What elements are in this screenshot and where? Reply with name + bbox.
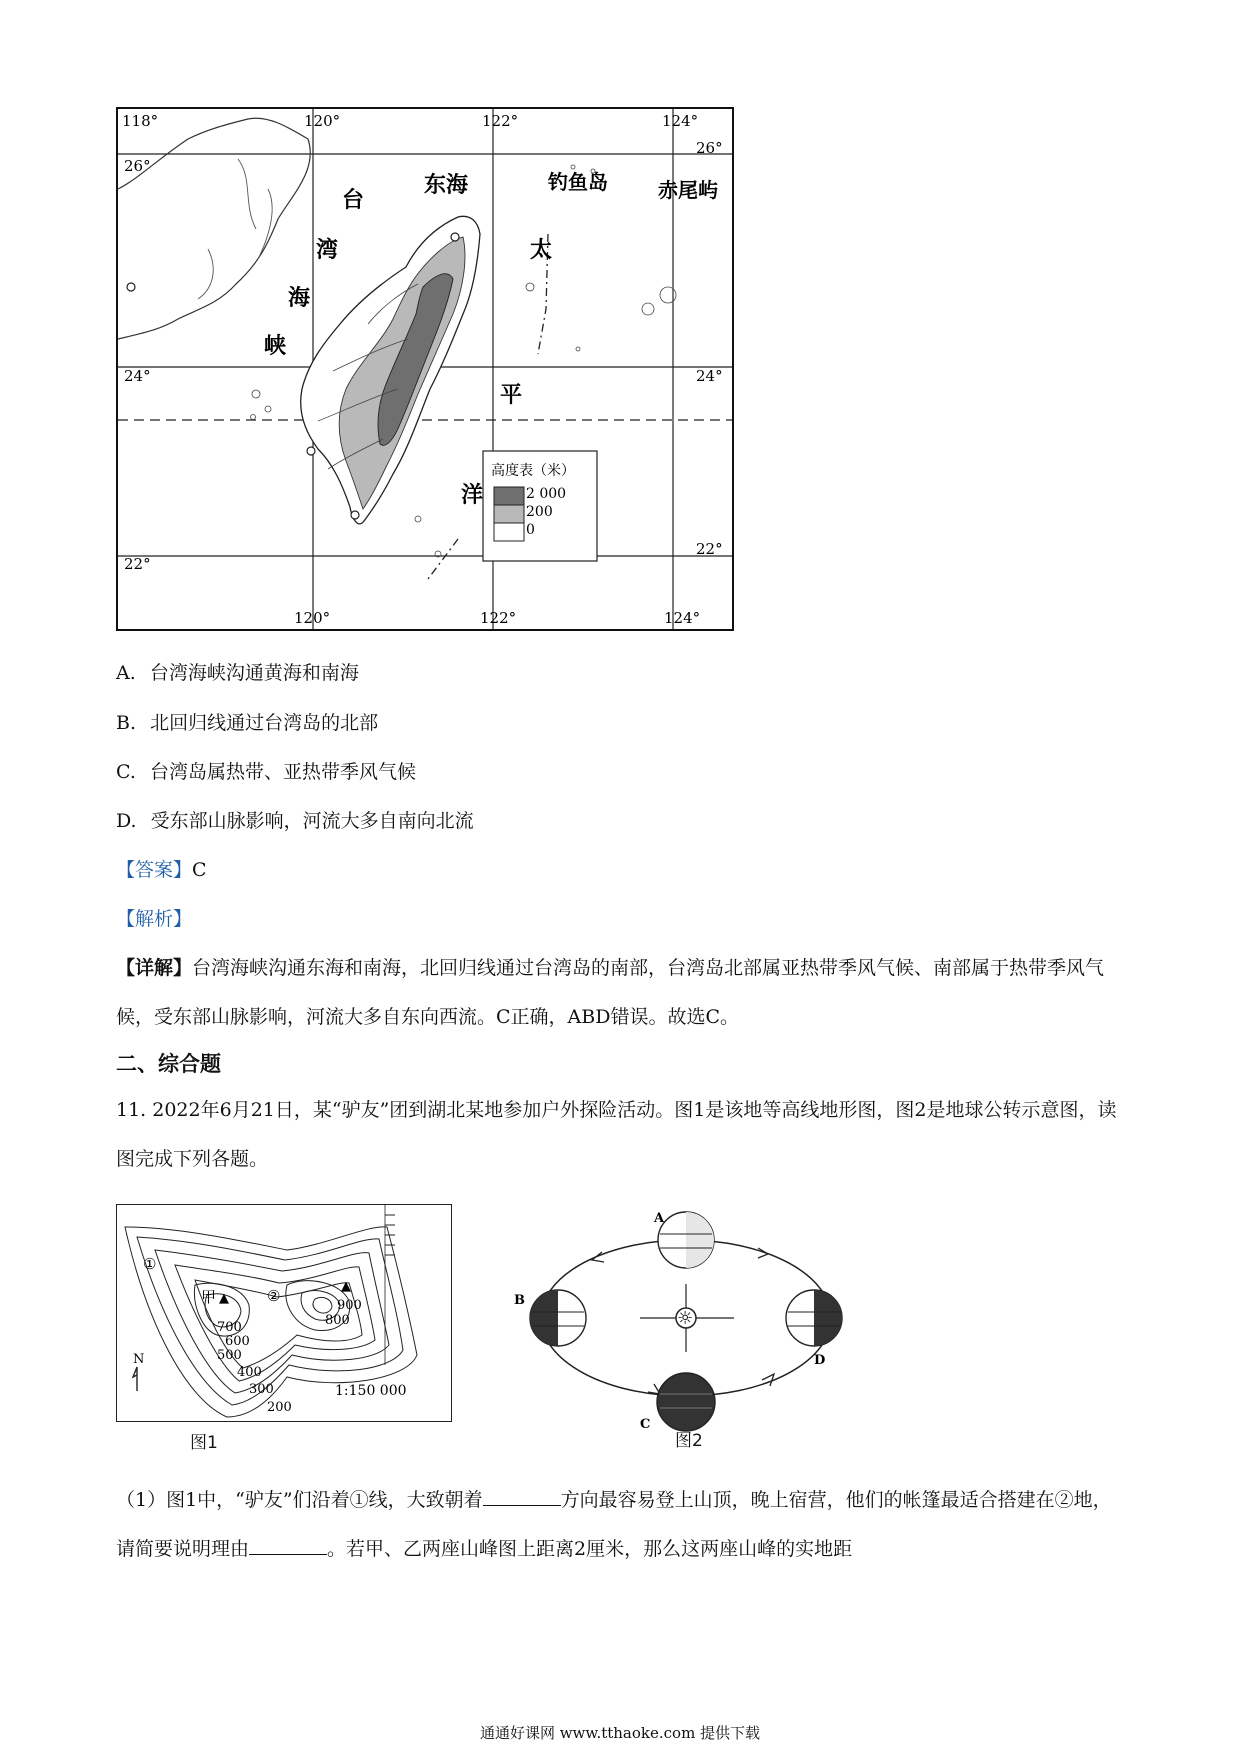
label-diaoyu: 钓鱼岛	[548, 170, 608, 194]
section-title: 二、综合题	[116, 1052, 221, 1076]
legend-level-200: 200	[526, 504, 553, 520]
legend-title: 高度表（米）	[491, 463, 575, 479]
analysis-line	[116, 907, 192, 931]
sub-question-1-part3: 。若甲、乙两座山峰图上距离2厘米，那么这两座山峰的实地距	[327, 1538, 853, 1560]
peak-jia-label: 甲	[201, 1288, 217, 1306]
detail-label: 【详解】	[116, 957, 193, 979]
taiwan-map	[116, 107, 734, 631]
orbit-svg	[514, 1204, 860, 1436]
lat-label-26-right: 26°	[696, 139, 723, 157]
strait-char-1: 台	[342, 187, 365, 213]
lon-label-122-top: 122°	[482, 112, 519, 130]
figure-2-caption: 图2	[675, 1431, 703, 1451]
sub-question-1-part2: 方向最容易登上山顶，晚上宿营，他们的帐篷最适合搭建在②地，请简要说明理由	[116, 1489, 1112, 1560]
strait-char-3: 海	[288, 285, 311, 311]
position-b-label: B	[514, 1293, 525, 1308]
contour-label-300: 300	[249, 1382, 274, 1397]
strait-char-2: 湾	[316, 237, 339, 263]
mainland-rivers	[198, 159, 272, 299]
contour-label-400: 400	[237, 1365, 262, 1380]
option-b	[116, 711, 378, 735]
answer-value: C	[192, 859, 207, 881]
north-arrow-icon	[133, 1367, 137, 1391]
strait-char-4: 峡	[264, 333, 287, 359]
lat-label-24-right: 24°	[696, 367, 723, 385]
sub-question-1-part1: （1）图1中，“驴友”们沿着①线，大致朝着	[116, 1489, 483, 1511]
sun-symbol: ☼	[677, 1308, 694, 1329]
option-d-letter: D.	[116, 810, 137, 832]
legend-swatch-mid	[494, 505, 524, 523]
pacific-char-1: 太	[530, 237, 553, 263]
peak-yi-icon: ▲	[341, 1279, 351, 1294]
legend-level-2000: 2 000	[526, 486, 567, 502]
peak-jia-icon: ▲	[219, 1291, 229, 1306]
analysis-label: 【解析】	[116, 908, 193, 930]
lat-label-24-left: 24°	[124, 367, 151, 385]
label-east-sea: 东海	[424, 172, 469, 198]
option-a-text: 台湾海峡沟通黄海和南海	[149, 662, 359, 684]
option-c-text: 台湾岛属热带、亚热带季风气候	[149, 761, 416, 783]
detail-text: 台湾海峡沟通东海和南海，北回归线通过台湾岛的南部，台湾岛北部属亚热带季风气候、南部属于热带季风气候，受东部山脉影响，河流大多自东向西流。C正确，ABD错误。故选C。	[116, 957, 1105, 1028]
lat-label-22-left: 22°	[124, 555, 151, 573]
option-a	[116, 661, 359, 685]
earth-a	[658, 1212, 714, 1268]
cliff-hatching	[385, 1215, 395, 1255]
earth-b	[530, 1290, 586, 1346]
lon-label-122-bottom: 122°	[480, 609, 517, 627]
legend-swatch-low	[494, 523, 524, 541]
answer-blank-1[interactable]	[483, 1487, 561, 1506]
option-c	[116, 760, 416, 784]
lat-label-26-left: 26°	[124, 157, 151, 175]
sub-question-1	[116, 1476, 1126, 1574]
figure-1-caption: 图1	[190, 1433, 218, 1453]
earth-d	[786, 1290, 842, 1346]
option-b-text: 北回归线通过台湾岛的北部	[150, 712, 379, 734]
marker-2: ②	[267, 1287, 281, 1305]
contour-label-600: 600	[225, 1334, 250, 1349]
lon-label-124-bottom: 124°	[664, 609, 701, 627]
label-chiwei: 赤尾屿	[658, 178, 718, 202]
lat-label-22-right: 22°	[696, 540, 723, 558]
answer-label: 【答案】	[116, 859, 193, 881]
answer-blank-2[interactable]	[249, 1536, 327, 1555]
footer-watermark: 通通好课网 www.tthaoke.com 提供下载	[479, 1724, 761, 1742]
answer-line	[116, 858, 207, 882]
option-c-letter: C.	[116, 761, 136, 783]
mainland-coast	[118, 118, 310, 339]
question-11-text: 11. 2022年6月21日，某“驴友”团到湖北某地参加户外探险活动。图1是该地等高线地形图，图2是地球公转示意图，读图完成下列各题。	[116, 1099, 1117, 1170]
position-c-label: C	[640, 1417, 651, 1432]
contour-label-800: 800	[325, 1313, 350, 1328]
marker-1: ①	[143, 1255, 157, 1273]
option-b-letter: B.	[116, 712, 137, 734]
lon-label-124-top: 124°	[662, 112, 699, 130]
scale-label: 1:150 000	[335, 1383, 407, 1399]
pacific-char-2: 平	[500, 382, 523, 408]
figure-2-orbit	[514, 1204, 860, 1436]
contour-label-700: 700	[217, 1320, 242, 1335]
detail-paragraph	[116, 944, 1126, 1042]
contour-label-900: 900	[337, 1298, 362, 1313]
lon-label-120-bottom: 120°	[294, 609, 331, 627]
elevation-legend	[483, 451, 597, 561]
option-a-letter: A.	[116, 662, 136, 684]
contour-label-200: 200	[267, 1400, 292, 1415]
contour-map-svg	[117, 1205, 450, 1420]
earth-c	[657, 1373, 715, 1431]
option-d	[116, 809, 474, 833]
legend-swatch-high	[494, 487, 524, 505]
pacific-char-3: 洋	[461, 482, 484, 508]
north-label: N	[133, 1352, 145, 1367]
position-a-label: A	[654, 1211, 665, 1226]
option-d-text: 受东部山脉影响，河流大多自南向北流	[150, 810, 474, 832]
figure-1-contour-map	[116, 1204, 452, 1422]
contour-label-500: 500	[217, 1348, 242, 1363]
position-d-label: D	[814, 1353, 826, 1368]
lon-label-118-top: 118°	[122, 112, 159, 130]
legend-level-0: 0	[526, 522, 535, 538]
lon-label-120-top: 120°	[304, 112, 341, 130]
taiwan-map-svg	[118, 109, 732, 629]
